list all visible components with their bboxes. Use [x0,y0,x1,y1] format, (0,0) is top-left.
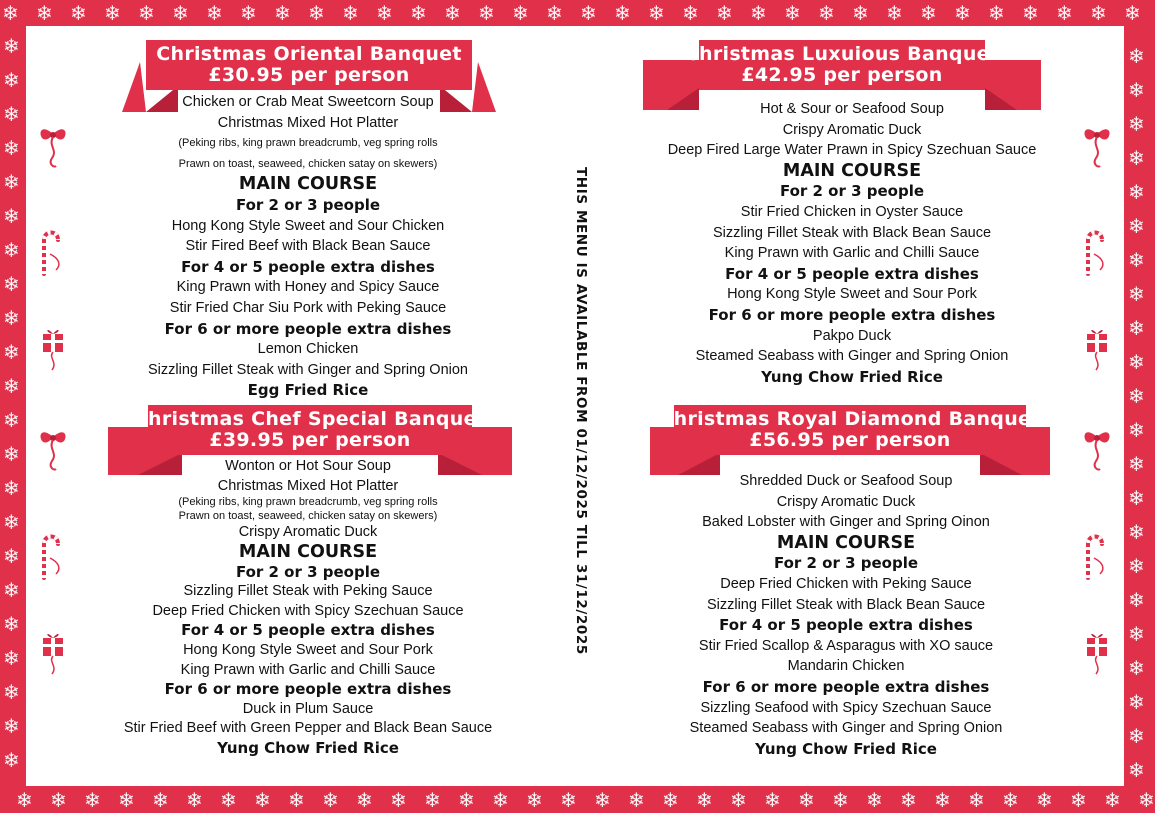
snowflake-icon: ❄ [444,1,461,25]
snowflake-icon: ❄ [3,204,20,228]
menu-item: Deep Fried Chicken with Peking Sauce [720,575,972,592]
snowflake-icon: ❄ [3,646,20,670]
menu-item: Pakpo Duck [812,327,892,344]
banquet-menu-chef-special [108,457,508,759]
banquet-title: Christmas Chef Special Banquet [133,408,487,430]
bow-icon [38,425,68,478]
snowflake-icon: ❄ [3,510,20,534]
menu-item: Christmas Mixed Hot Platter [217,114,399,131]
snowflake-icon: ❄ [84,788,101,812]
menu-item: Stir Fried Char Siu Pork with Peking Sauce [169,299,447,316]
snowflake-icon: ❄ [138,1,155,25]
gift-icon [38,320,68,377]
bow-icon [38,122,68,175]
banquet-menu-oriental [118,92,498,401]
snowflake-icon: ❄ [104,1,121,25]
snowflake-icon: ❄ [730,788,747,812]
gift-icon [38,624,68,681]
menu-heading: Yung Chow Fried Rice [755,739,937,758]
menu-item: Sizzling Fillet Steak with Ginger and Spring Onion [148,361,468,378]
snowflake-icon: ❄ [648,1,665,25]
snowflake-icon: ❄ [3,306,20,330]
menu-item: Crispy Aromatic Duck [238,524,378,541]
banquet-ribbon-royal-diamond [650,405,1050,477]
snowflake-icon: ❄ [1128,554,1145,578]
menu-item: King Prawn with Garlic and Chilli Sauce [724,245,980,262]
menu-heading: For 4 or 5 people extra dishes [181,257,435,276]
snowflake-icon: ❄ [1022,1,1039,25]
snowflake-icon: ❄ [36,1,53,25]
snowflake-icon: ❄ [3,612,20,636]
snowflake-icon: ❄ [274,1,291,25]
menu-item: King Prawn with Garlic and Chilli Sauce [180,661,436,678]
menu-heading: Yung Chow Fried Rice [217,738,399,757]
menu-heading: For 2 or 3 people [235,195,381,214]
snowflake-icon: ❄ [1128,758,1145,782]
snowflake-icon: ❄ [512,1,529,25]
snowflake-icon: ❄ [240,1,257,25]
candy-cane-icon [1080,224,1110,281]
snowflake-icon: ❄ [954,1,971,25]
snowflake-icon: ❄ [1128,418,1145,442]
menu-item: Wonton or Hot Sour Soup [225,458,391,474]
snowflake-icon: ❄ [886,1,903,25]
gift-icon [1082,320,1112,377]
snowflake-icon: ❄ [1128,146,1145,170]
snowflake-icon: ❄ [934,788,951,812]
snowflake-icon: ❄ [410,1,427,25]
banquet-title: Christmas Luxuious Banquet [684,43,1000,65]
menu-item: Deep Fired Large Water Prawn in Spicy Szechuan Sauce [667,142,1037,159]
snowflake-icon: ❄ [1128,44,1145,68]
menu-heading: For 6 or more people extra dishes [164,319,452,338]
snowflake-icon: ❄ [152,788,169,812]
snowflake-icon: ❄ [3,102,20,126]
snowflake-icon: ❄ [3,680,20,704]
snowflake-icon: ❄ [492,788,509,812]
snowflake-icon: ❄ [1128,248,1145,272]
snowflake-icon: ❄ [3,136,20,160]
snowflake-icon: ❄ [308,1,325,25]
menu-item: Prawn on toast, seaweed, chicken satay on skewers) [178,509,438,522]
menu-heading: For 2 or 3 people [773,554,919,573]
snowflake-icon: ❄ [1128,78,1145,102]
snowflake-icon: ❄ [1128,520,1145,544]
snowflake-icon: ❄ [288,788,305,812]
menu-item: Stir Fried Beef with Green Pepper and Black Bean Sauce [123,720,493,737]
snowflake-icon: ❄ [1070,788,1087,812]
menu-heading: For 4 or 5 people extra dishes [719,616,973,635]
snowflake-icon: ❄ [1090,1,1107,25]
snowflake-icon: ❄ [920,1,937,25]
snowflake-icon: ❄ [424,788,441,812]
snowflake-icon: ❄ [614,1,631,25]
snowflake-icon: ❄ [3,170,20,194]
banquet-price: £42.95 per person [741,64,943,86]
snowflake-icon: ❄ [3,442,20,466]
menu-item: Sizzling Seafood with Spicy Szechuan Sauce [700,699,992,716]
candy-cane-icon [1080,528,1110,585]
banquet-price: £30.95 per person [208,64,410,86]
snowflake-icon: ❄ [1128,486,1145,510]
menu-heading: For 6 or more people extra dishes [164,680,452,699]
menu-item: Sizzling Fillet Steak with Black Bean Sauce [712,224,992,241]
menu-item: Stir Fried Scallop & Asparagus with XO sauce [698,637,994,654]
snowflake-icon: ❄ [1128,724,1145,748]
menu-heading: For 6 or more people extra dishes [708,305,996,324]
menu-heading: For 4 or 5 people extra dishes [725,264,979,283]
menu-item: Prawn on toast, seaweed, chicken satay on skewers) [178,157,438,170]
menu-item: Crispy Aromatic Duck [776,493,916,510]
menu-item: Mandarin Chicken [787,658,905,675]
snowflake-icon: ❄ [1128,656,1145,680]
menu-item: Sizzling Fillet Steak with Black Bean Sauce [706,596,986,613]
snowflake-icon: ❄ [662,788,679,812]
snowflake-icon: ❄ [764,788,781,812]
snowflake-icon: ❄ [580,1,597,25]
snowflake-icon: ❄ [682,1,699,25]
menu-item: Duck in Plum Sauce [242,700,374,717]
snowflake-icon: ❄ [1128,690,1145,714]
snowflake-icon: ❄ [716,1,733,25]
snowflake-icon: ❄ [3,544,20,568]
menu-item: Hong Kong Style Sweet and Sour Pork [727,286,977,303]
snowflake-icon: ❄ [3,748,20,772]
snowflake-icon: ❄ [1138,788,1155,812]
menu-item: (Peking ribs, king prawn breadcrumb, veg spring rolls [178,137,438,150]
snowflake-icon: ❄ [2,1,19,25]
snowflake-icon: ❄ [322,788,339,812]
snowflake-icon: ❄ [818,1,835,25]
snowflake-icon: ❄ [186,788,203,812]
snowflake-icon: ❄ [3,476,20,500]
menu-heading: MAIN COURSE [782,160,922,181]
snowflake-icon: ❄ [750,1,767,25]
snowflake-icon: ❄ [1128,316,1145,340]
menu-heading: MAIN COURSE [776,532,916,553]
snowflake-icon: ❄ [50,788,67,812]
banquet-title: Christmas Oriental Banquet [156,43,462,65]
snowflake-icon: ❄ [866,788,883,812]
snowflake-icon: ❄ [1056,1,1073,25]
banquet-title: Christmas Royal Diamond Banquet [659,408,1041,430]
banquet-menu-royal-diamond [646,471,1046,759]
snowflake-icon: ❄ [560,788,577,812]
menu-item: Hong Kong Style Sweet and Sour Chicken [171,217,445,234]
menu-heading: MAIN COURSE [238,541,378,562]
candy-cane-icon [36,224,66,281]
snowflake-icon: ❄ [3,238,20,262]
snowflake-icon: ❄ [206,1,223,25]
banquet-menu-luxuious [652,99,1052,387]
menu-item: Crispy Aromatic Duck [782,121,922,138]
snowflake-icon: ❄ [1128,282,1145,306]
snowflake-icon: ❄ [526,788,543,812]
snowflake-icon: ❄ [696,788,713,812]
snowflake-icon: ❄ [376,1,393,25]
menu-heading: For 6 or more people extra dishes [702,677,990,696]
snowflake-icon: ❄ [118,788,135,812]
snowflake-icon: ❄ [458,788,475,812]
banquet-price: £56.95 per person [749,429,951,451]
snowflake-icon: ❄ [3,340,20,364]
snowflake-icon: ❄ [832,788,849,812]
snowflake-icon: ❄ [968,788,985,812]
menu-item: Steamed Seabass with Ginger and Spring Onion [689,720,1003,737]
bow-icon [1082,425,1112,478]
snowflake-icon: ❄ [220,788,237,812]
menu-item: (Peking ribs, king prawn breadcrumb, veg spring rolls [178,496,438,509]
snowflake-icon: ❄ [546,1,563,25]
snowflake-icon: ❄ [1104,788,1121,812]
snowflake-icon: ❄ [784,1,801,25]
menu-item: Chicken or Crab Meat Sweetcorn Soup [182,94,434,110]
snowflake-icon: ❄ [988,1,1005,25]
menu-heading: For 2 or 3 people [779,182,925,201]
menu-heading: MAIN COURSE [238,174,378,195]
menu-item: Stir Fired Beef with Black Bean Sauce [185,238,431,255]
menu-item: Sizzling Fillet Steak with Peking Sauce [183,583,433,600]
snowflake-icon: ❄ [70,1,87,25]
snowflake-icon: ❄ [3,34,20,58]
snowflake-icon: ❄ [3,374,20,398]
snowflake-icon: ❄ [3,714,20,738]
menu-item: Hot & Sour or Seafood Soup [760,101,944,117]
snowflake-icon: ❄ [628,788,645,812]
menu-item: Steamed Seabass with Ginger and Spring Onion [695,348,1009,365]
menu-item: Stir Fried Chicken in Oyster Sauce [740,203,964,220]
snowflake-icon: ❄ [594,788,611,812]
snowflake-icon: ❄ [342,1,359,25]
snowflake-icon: ❄ [852,1,869,25]
candy-cane-icon [36,528,66,585]
menu-heading: For 4 or 5 people extra dishes [181,621,435,640]
snowflake-icon: ❄ [1124,1,1141,25]
menu-item: Deep Fried Chicken with Spicy Szechuan Sauce [152,602,464,619]
snowflake-icon: ❄ [1128,384,1145,408]
snowflake-icon: ❄ [390,788,407,812]
snowflake-icon: ❄ [1128,350,1145,374]
menu-item: Lemon Chicken [257,341,359,358]
menu-item: Hong Kong Style Sweet and Sour Pork [183,641,433,658]
snowflake-icon: ❄ [1128,452,1145,476]
menu-heading: For 2 or 3 people [235,562,381,581]
snowflake-icon: ❄ [1036,788,1053,812]
snowflake-icon: ❄ [3,68,20,92]
bow-icon [1082,122,1112,175]
snowflake-icon: ❄ [254,788,271,812]
availability-note: THIS MENU IS AVAILABLE FROM 01/12/2025 TILL 31/12/2025 [573,167,589,655]
menu-item: Shredded Duck or Seafood Soup [739,473,953,489]
snowflake-icon: ❄ [1128,622,1145,646]
menu-heading: Yung Chow Fried Rice [761,367,943,386]
snowflake-icon: ❄ [1128,112,1145,136]
snowflake-icon: ❄ [900,788,917,812]
snowflake-icon: ❄ [3,272,20,296]
banquet-price: £39.95 per person [209,429,411,451]
menu-heading: Egg Fried Rice [247,381,369,400]
snowflake-icon: ❄ [16,788,33,812]
snowflake-icon: ❄ [356,788,373,812]
snowflake-icon: ❄ [3,408,20,432]
snowflake-icon: ❄ [1002,788,1019,812]
snowflake-icon: ❄ [798,788,815,812]
menu-item: Christmas Mixed Hot Platter [217,477,399,494]
snowflake-icon: ❄ [478,1,495,25]
snowflake-icon: ❄ [1128,180,1145,204]
gift-icon [1082,624,1112,681]
snowflake-icon: ❄ [172,1,189,25]
snowflake-icon: ❄ [1128,214,1145,238]
menu-item: King Prawn with Honey and Spicy Sauce [176,279,440,296]
menu-item: Baked Lobster with Ginger and Spring Oinon [702,514,990,531]
snowflake-icon: ❄ [3,578,20,602]
snowflake-icon: ❄ [1128,588,1145,612]
